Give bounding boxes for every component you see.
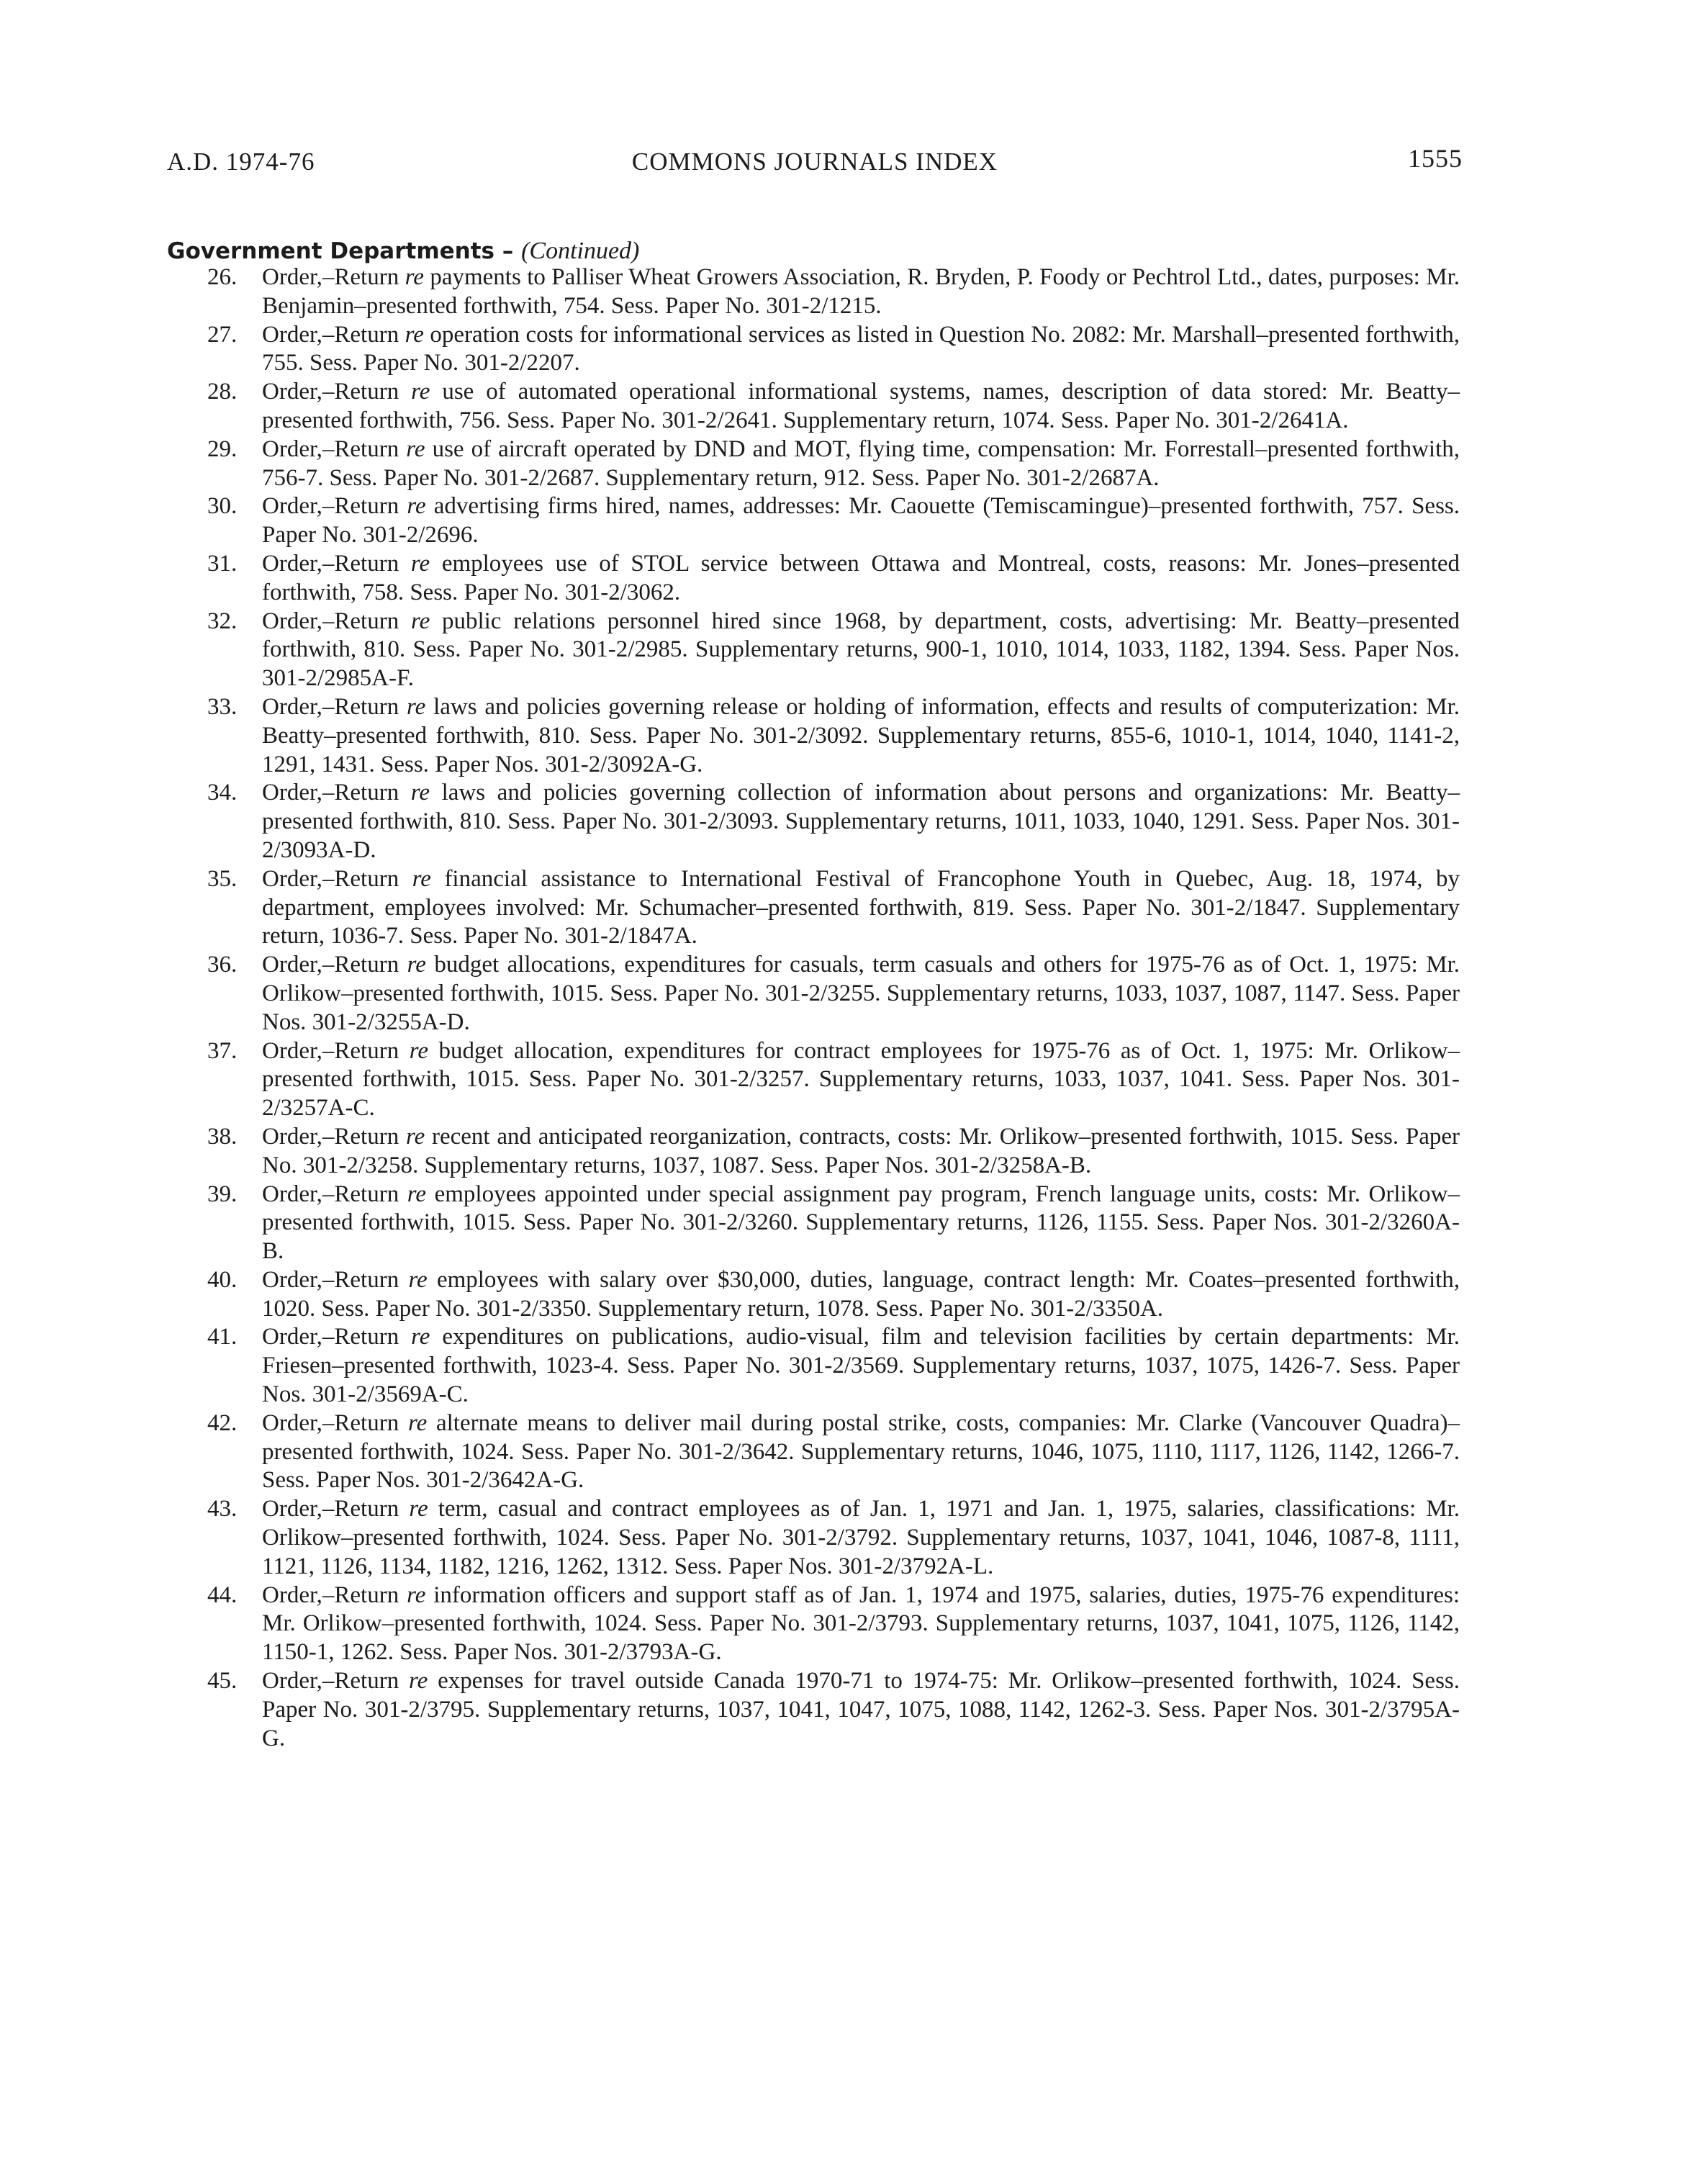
entry-re: re: [409, 1037, 428, 1064]
entry-lead: Order,–Return: [262, 1668, 399, 1695]
entry-text: laws and policies governing collection of information about persons and organizations: Mr. Beatty–presented forthwith, 810. Sess. Paper No. 301-2/3093. Supplementary returns, 1011, 1033, 1040, 1291. Sess. Paper Nos. 301-2/3093A-D.: [262, 780, 1460, 863]
index-entry: [167, 1581, 1460, 1667]
entry-text: expenditures on publications, audio-visual, film and television facilities by certain departments: Mr. Friesen–presented forthwith, 1023-4. Sess. Paper No. 301-2/3569. Supplementary returns, 1037, 1075, 1426-7. Sess. Paper Nos. 301-2/3569A-C.: [262, 1324, 1460, 1408]
entry-text: information officers and support staff as of Jan. 1, 1974 and 1975, salaries, duties, 1975-76 expenditures: Mr. Orlikow–presented forthwith, 1024. Sess. Paper No. 301-2/3793. Supplementary returns, 1037, 1041, 1075, 1126, 1142, 1150-1, 1262. Sess. Paper Nos. 301-2/3793A-G.: [262, 1581, 1460, 1666]
section-heading: [167, 238, 639, 265]
entry-lead: Order,–Return: [262, 780, 399, 806]
entry-lead: Order,–Return: [262, 1181, 399, 1207]
entry-number: 31.: [207, 550, 238, 577]
entry-number: 38.: [207, 1123, 238, 1150]
entry-text: employees appointed under special assignment pay program, French language units, costs: Mr. Orlikow–presented forthwith, 1015. Sess. Paper No. 301-2/3260. Supplementary returns, 1126, 1155. Sess. Paper Nos. 301-2/3260A-B.: [262, 1181, 1460, 1265]
entry-number: 27.: [207, 321, 238, 348]
entry-lead: Order,–Return: [262, 550, 399, 577]
entry-re: re: [409, 1668, 428, 1695]
entry-lead: Order,–Return: [262, 493, 399, 520]
index-entry: [167, 865, 1460, 951]
entry-re: re: [410, 550, 430, 577]
index-entry: [167, 1667, 1460, 1753]
entry-lead: Order,–Return: [262, 436, 399, 462]
entry-re: re: [407, 693, 426, 720]
index-entry: [167, 1181, 1460, 1266]
entry-lead: Order,–Return: [262, 379, 399, 405]
entry-number: 28.: [207, 379, 238, 405]
entry-re: re: [410, 780, 430, 806]
entry-re: re: [410, 608, 430, 634]
entry-text: advertising firms hired, names, addresses: Mr. Caouette (Temiscamingue)–presented forthwith, 757. Sess. Paper No. 301-2/2696.: [262, 493, 1460, 549]
entry-number: 36.: [207, 952, 238, 978]
entry-text: term, casual and contract employees as of Jan. 1, 1971 and Jan. 1, 1975, salaries, classifications: Mr. Orlikow–presented forthwith, 1024. Sess. Paper No. 301-2/3792. Supplementary returns, 1037, 1041, 1046, 1087-8, 1111, 1121, 1126, 1134, 1182, 1216, 1262, 1312. Sess. Paper Nos. 301-2/3792A-L.: [262, 1496, 1460, 1579]
entry-text: expenses for travel outside Canada 1970-71 to 1974-75: Mr. Orlikow–presented forthwith, 1024. Sess. Paper No. 301-2/3795. Supplementary returns, 1037, 1041, 1047, 1075, 1088, 1142, 1262-3. Sess. Paper Nos. 301-2/3795A-G.: [262, 1668, 1460, 1751]
entry-re: re: [411, 379, 430, 405]
entry-lead: Order,–Return: [262, 1409, 399, 1436]
running-head-title: COMMONS JOURNALS INDEX: [631, 148, 998, 176]
entry-lead: Order,–Return: [262, 1496, 399, 1522]
entry-text: operation costs for informational services as listed in Question No. 2082: Mr. Marshall–presented forthwith, 755. Sess. Paper No. 301-2/2207.: [262, 321, 1460, 376]
entry-lead: Order,–Return: [262, 693, 399, 720]
index-entry: [167, 492, 1460, 550]
entry-number: 29.: [207, 436, 238, 462]
entry-lead: Order,–Return: [262, 1037, 399, 1064]
index-entry: [167, 779, 1460, 865]
entry-number: 45.: [207, 1668, 238, 1695]
entry-re: re: [407, 1409, 428, 1436]
entry-text: use of aircraft operated by DND and MOT, flying time, compensation: Mr. Forrestall–presented forthwith, 756-7. Sess. Paper No. 301-2/2687. Supplementary return, 912. Sess. Paper No. 301-2/2687A.: [262, 436, 1460, 491]
running-head-date: A.D. 1974-76: [167, 148, 315, 176]
entry-re: re: [407, 952, 426, 978]
entry-re: re: [405, 1123, 425, 1150]
entry-re: re: [407, 1181, 427, 1207]
section-heading-label: Government Departments –: [167, 238, 514, 264]
entry-number: 42.: [207, 1409, 238, 1436]
entry-number: 44.: [207, 1581, 238, 1608]
index-entry: [167, 550, 1460, 608]
entry-re: re: [406, 436, 425, 462]
entry-number: 34.: [207, 780, 238, 806]
index-entry: [167, 608, 1460, 693]
entry-text: budget allocation, expenditures for contract employees for 1975-76 as of Oct. 1, 1975: Mr. Orlikow–presented forthwith, 1015. Sess. Paper No. 301-2/3257. Supplementary returns, 1033, 1037, 1041. Sess. Paper Nos. 301-2/3257A-C.: [262, 1037, 1460, 1122]
entry-text: public relations personnel hired since 1968, by department, costs, advertising: Mr. Beatty–presented forthwith, 810. Sess. Paper No. 301-2/2985. Supplementary returns, 900-1, 1010, 1014, 1033, 1182, 1394. Sess. Paper Nos. 301-2/2985A-F.: [262, 608, 1460, 692]
entry-number: 32.: [207, 608, 238, 634]
entry-text: payments to Palliser Wheat Growers Association, R. Bryden, P. Foody or Pechtrol Ltd., dates, purposes: Mr. Benjamin–presented forthwith, 754. Sess. Paper No. 301-2/1215.: [262, 264, 1460, 319]
entry-number: 37.: [207, 1037, 238, 1064]
entry-re: re: [405, 321, 424, 348]
entry-number: 39.: [207, 1181, 238, 1207]
entry-re: re: [411, 1324, 430, 1350]
entry-text: recent and anticipated reorganization, contracts, costs: Mr. Orlikow–presented forthwith, 1015. Sess. Paper No. 301-2/3258. Supplementary returns, 1037, 1087. Sess. Paper Nos. 301-2/3258A-B.: [262, 1123, 1460, 1178]
entry-number: 33.: [207, 693, 238, 720]
entry-re: re: [407, 493, 426, 520]
section-heading-continued: (Continued): [521, 238, 640, 264]
entry-number: 40.: [207, 1266, 238, 1293]
entry-re: re: [405, 264, 424, 290]
page-number: 1555: [1408, 144, 1463, 173]
entry-lead: Order,–Return: [262, 1123, 399, 1150]
index-entry: [167, 693, 1460, 779]
entry-text: budget allocations, expenditures for casuals, term casuals and others for 1975-76 as of Oct. 1, 1975: Mr. Orlikow–presented forthwith, 1015. Sess. Paper No. 301-2/3255. Supplementary returns, 1033, 1037, 1087, 1147. Sess. Paper Nos. 301-2/3255A-D.: [262, 952, 1460, 1035]
entry-lead: Order,–Return: [262, 865, 399, 892]
entry-number: 26.: [207, 264, 238, 290]
entry-number: 30.: [207, 493, 238, 520]
entry-text: laws and policies governing release or holding of information, effects and results of computerization: Mr. Beatty–presented forthwith, 810. Sess. Paper No. 301-2/3092. Supplementary returns, 855-6, 1010-1, 1014, 1040, 1141-2, 1291, 1431. Sess. Paper Nos. 301-2/3092A-G.: [262, 693, 1460, 777]
index-entry: [167, 951, 1460, 1037]
entry-number: 35.: [207, 865, 238, 892]
entry-re: re: [408, 1266, 428, 1293]
index-entry: [167, 1037, 1460, 1123]
entry-lead: Order,–Return: [262, 1581, 399, 1608]
entry-number: 41.: [207, 1324, 238, 1350]
index-entry: [167, 1409, 1460, 1495]
index-entry: [167, 378, 1460, 436]
index-entry: [167, 263, 1460, 321]
entry-text: employees use of STOL service between Ottawa and Montreal, costs, reasons: Mr. Jones–presented forthwith, 758. Sess. Paper No. 301-2/3062.: [262, 550, 1460, 605]
entry-re: re: [409, 1496, 428, 1522]
entry-text: financial assistance to International Festival of Francophone Youth in Quebec, Aug. 18, 1974, by department, employees involved: Mr. Schumacher–presented forthwith, 819. Sess. Paper No. 301-2/1847. Supplementary return, 1036-7. Sess. Paper No. 301-2/1847A.: [262, 865, 1460, 949]
index-entry: [167, 436, 1460, 493]
entry-text: employees with salary over $30,000, duties, language, contract length: Mr. Coates–presented forthwith, 1020. Sess. Paper No. 301-2/3350. Supplementary return, 1078. Sess. Paper No. 301-2/3350A.: [262, 1266, 1460, 1322]
entry-lead: Order,–Return: [262, 608, 399, 634]
index-entry: [167, 1495, 1460, 1581]
entry-text: alternate means to deliver mail during postal strike, costs, companies: Mr. Clarke (Vancouver Quadra)–presented forthwith, 1024. Sess. Paper No. 301-2/3642. Supplementary returns, 1046, 1075, 1110, 1117, 1126, 1142, 1266-7. Sess. Paper Nos. 301-2/3642A-G.: [262, 1409, 1460, 1494]
entry-lead: Order,–Return: [262, 1324, 399, 1350]
index-entry: [167, 321, 1460, 379]
entry-number: 43.: [207, 1496, 238, 1522]
entry-lead: Order,–Return: [262, 1266, 399, 1293]
entry-re: re: [407, 1581, 426, 1608]
entry-lead: Order,–Return: [262, 321, 399, 348]
running-head: [167, 144, 1463, 184]
entry-re: re: [412, 865, 431, 892]
entry-lead: Order,–Return: [262, 264, 399, 290]
entry-lead: Order,–Return: [262, 952, 399, 978]
index-entry: [167, 1123, 1460, 1181]
entry-text: use of automated operational informational systems, names, description of data stored: Mr. Beatty–presented forthwith, 756. Sess. Paper No. 301-2/2641. Supplementary return, 1074. Sess. Paper No. 301-2/2641A.: [262, 379, 1460, 433]
index-entry: [167, 1266, 1460, 1324]
index-entry: [167, 1323, 1460, 1409]
index-entries-list: [167, 263, 1460, 1753]
